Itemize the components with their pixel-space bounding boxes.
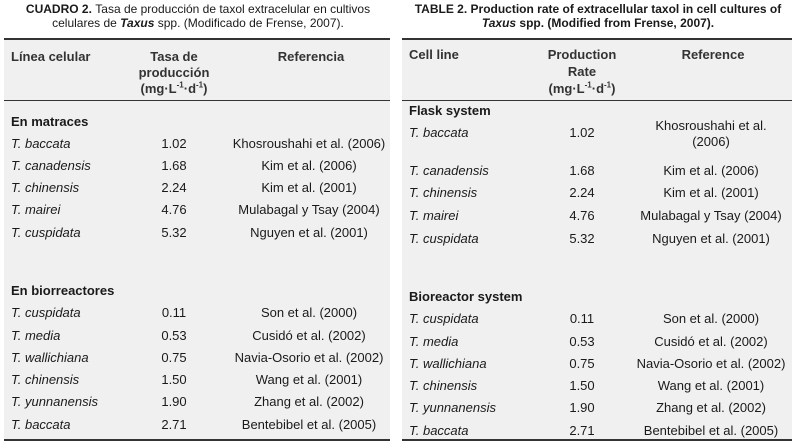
species-cell: T. yunnanensis [11,394,98,409]
caption-text: Tasa de producción de taxol extracelular en cultivos celulares de [52,2,371,30]
rate-cell: 0.75 [161,350,187,365]
col-header-rate-unit [124,81,224,96]
rate-cell: 1.50 [569,378,595,393]
rate-cell: 4.76 [161,202,187,217]
header-rule [402,100,792,101]
reference-cell: Mulabagal y Tsay (2004) [640,208,782,223]
caption-label: TABLE 2. [414,2,468,16]
species-cell: T. chinensis [11,372,80,387]
reference-cell: Navia-Osorio et al. (2002) [234,350,384,365]
rate-cell: 2.71 [569,423,595,438]
rate-cell: 1.90 [161,394,187,409]
species-cell: T. media [409,334,459,349]
rate-cell: 1.68 [569,163,595,178]
top-rule [4,38,390,40]
col-header-rate-unit [532,81,632,96]
rate-cell: 2.24 [161,180,187,195]
rate-cell: 0.11 [569,311,595,326]
col-header-rate-l1: Tasa de [150,49,198,64]
species-cell: T. baccata [11,417,71,432]
species-cell: T. cuspidata [11,305,81,320]
unit-sup2: -1 [604,80,612,90]
col-header-rate-l2: producción [138,65,210,80]
reference-cell: Kim et al. (2001) [663,185,759,200]
species-cell: T. cuspidata [409,311,479,326]
section-title-flask: Flask system [409,103,491,118]
unit-post: ) [611,81,616,96]
col-header-reference: Referencia [277,49,345,64]
reference-cell: Son et al. (2000) [260,305,358,320]
reference-cell: Navia-Osorio et al. (2002) [636,356,786,371]
reference-cell: Son et al. (2000) [662,311,760,326]
table-caption [402,2,794,30]
unit-sup2: -1 [196,80,204,90]
reference-cell: Khosroushahi et al. (2006) [232,136,386,151]
rate-cell: 1.90 [569,400,595,415]
reference-cell: Wang et al. (2001) [255,372,363,387]
reference-cell: Kim et al. (2006) [261,158,357,173]
col-header-cell-line: Cell line [409,47,459,62]
rate-cell: 5.32 [161,225,187,240]
rate-cell: 0.75 [569,356,595,371]
reference-cell: Bentebibel et al. (2005) [241,417,377,432]
rate-cell: 1.68 [161,158,187,173]
species-cell: T. baccata [409,423,469,438]
caption-end: spp. (Modified from Frense, 2007). [516,16,715,30]
reference-cell: Cusidó et al. (2002) [252,328,366,343]
species-cell: T. baccata [409,125,469,140]
reference-cell: Wang et al. (2001) [657,378,765,393]
species-cell: T. chinensis [409,378,478,393]
unit-pre: (mg·L [548,81,585,96]
unit-post: ) [203,81,208,96]
top-rule [402,38,792,40]
rate-cell: 1.02 [569,125,595,140]
caption-end: spp. (Modificado de Frense, 2007). [154,16,344,30]
reference-cell-cont: (2006) [692,134,730,149]
species-cell: T. cuspidata [409,231,479,246]
rate-cell: 5.32 [569,231,595,246]
section-title-flask: En matraces [11,114,89,129]
col-header-cell-line: Línea celular [11,49,91,64]
reference-cell: Kim et al. (2006) [663,163,759,178]
unit-mid: ·d [591,81,605,96]
rate-cell: 0.53 [161,328,187,343]
rate-cell: 1.02 [161,136,187,151]
reference-cell: Zhang et al. (2002) [254,394,364,409]
caption-genus: Taxus [481,16,517,30]
table-body [402,38,792,441]
species-cell: T. canadensis [11,158,91,173]
unit-mid: ·d [183,81,197,96]
bottom-rule [402,439,792,441]
unit-sup1: -1 [176,80,184,90]
reference-cell: Nguyen et al. (2001) [652,231,770,246]
species-cell: T. wallichiana [11,350,89,365]
rate-cell: 2.71 [161,417,187,432]
species-cell: T. yunnanensis [409,400,496,415]
species-cell: T. mairei [409,208,459,223]
species-cell: T. canadensis [409,163,489,178]
rate-cell: 4.76 [569,208,595,223]
col-header-rate-l2: Rate [567,64,597,79]
rate-cell: 0.11 [161,305,187,320]
section-title-bioreactor: Bioreactor system [409,289,523,304]
bottom-rule [4,439,390,441]
unit-sup1: -1 [584,80,592,90]
species-cell: T. mairei [11,202,61,217]
reference-cell: Kim et al. (2001) [261,180,357,195]
reference-cell: Nguyen et al. (2001) [250,225,368,240]
caption-genus: Taxus [120,16,155,30]
caption-text: Production rate of extracellular taxol in cell cultures of [470,2,782,16]
header-rule [4,100,390,101]
table-body [4,38,390,441]
reference-cell: Khosroushahi et al. [655,118,767,133]
species-cell: T. chinensis [11,180,80,195]
col-header-rate-l1: Production [547,47,617,62]
rate-cell: 1.50 [161,372,187,387]
reference-cell: Bentebibel et al. (2005) [643,423,779,438]
reference-cell: Cusidó et al. (2002) [654,334,768,349]
species-cell: T. chinensis [409,185,478,200]
species-cell: T. cuspidata [11,225,81,240]
unit-pre: (mg·L [140,81,177,96]
reference-cell: Mulabagal y Tsay (2004) [238,202,380,217]
table-caption [4,2,392,30]
species-cell: T. baccata [11,136,71,151]
rate-cell: 2.24 [569,185,595,200]
caption-label: CUADRO 2. [25,2,92,16]
species-cell: T. media [11,328,61,343]
reference-cell: Zhang et al. (2002) [656,400,766,415]
species-cell: T. wallichiana [409,356,487,371]
section-title-bioreactor: En biorreactores [11,283,115,298]
rate-cell: 0.53 [569,334,595,349]
col-header-reference: Reference [681,47,745,62]
